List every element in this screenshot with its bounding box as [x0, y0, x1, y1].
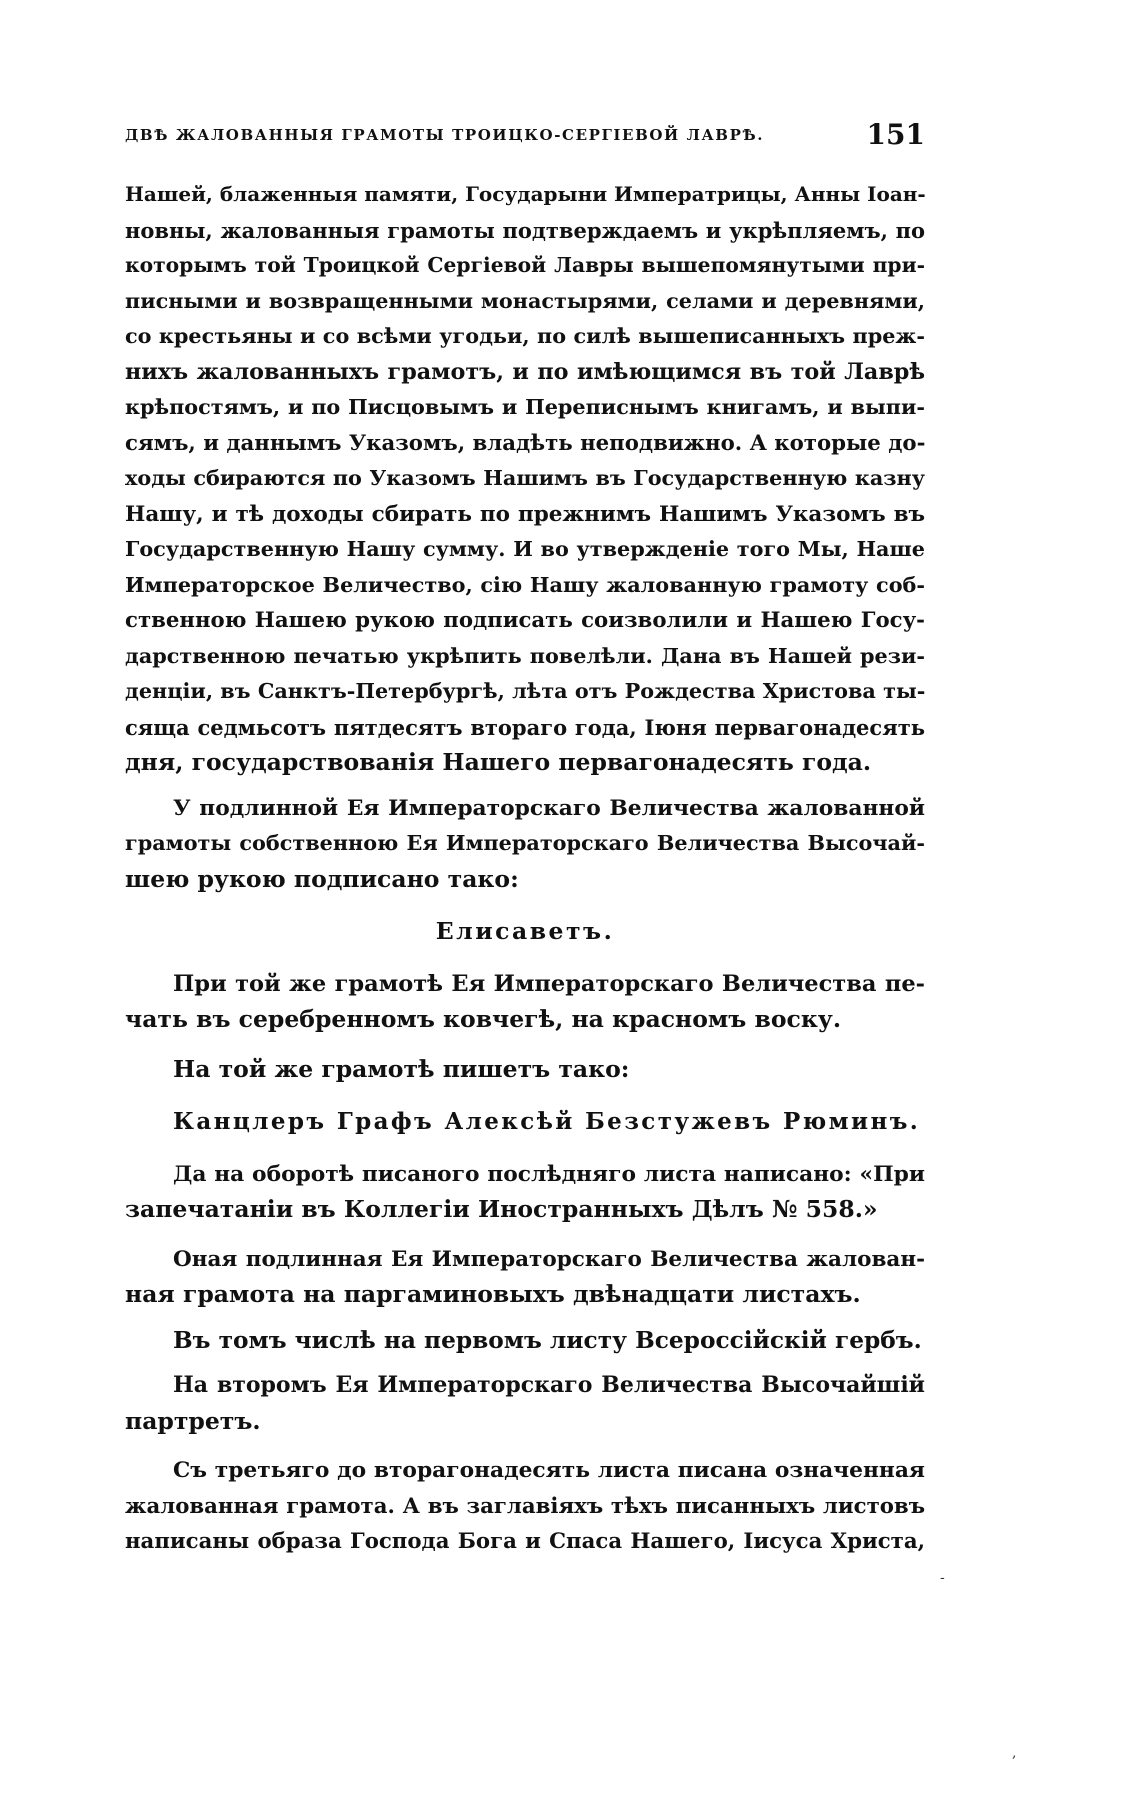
text-line: запечатаніи въ Коллегіи Иностранныхъ Дѣлъ № 558.»: [125, 1195, 878, 1223]
text-line: ходы сбираются по Указомъ Нашимъ въ Государственную казну: [125, 466, 925, 490]
text-line: партретъ.: [125, 1406, 261, 1435]
chancellor-signature: Канцлеръ Графъ Алексѣй Безстужевъ Рюминъ.: [173, 1108, 921, 1135]
text-line: ственною Нашею рукою подписать соизволили и Нашею Госу-: [125, 608, 925, 633]
text-line: шею рукою подписано тако:: [125, 864, 519, 893]
text-line: крѣпостямъ, и по Писцовымъ и Переписнымъ книгамъ, и выпи-: [125, 395, 925, 419]
text-line: нихъ жалованныхъ грамотъ, и по имѣющимся въ той Лаврѣ: [125, 358, 925, 385]
running-title: ДВѢ ЖАЛОВАННЫЯ ГРАМОТЫ ТРОИЦКО-СЕРГІЕВОЙ ЛАВРѢ.: [125, 126, 765, 144]
paragraph-6: [125, 1242, 925, 1313]
text-line: писными и возвращенными монастырями, селами и деревнями,: [125, 288, 925, 313]
text-line: Съ третьяго до вторагонадесять листа писана означенная: [173, 1458, 925, 1483]
paragraph-3: [125, 967, 925, 1038]
text-line: новны, жалованныя грамоты подтверждаемъ и укрѣпляемъ, по: [125, 217, 925, 243]
scan-speck: -: [940, 1570, 945, 1586]
text-line: Оная подлинная Ея Императорскаго Величества жалован-: [173, 1246, 925, 1272]
paragraph-7: Въ томъ числѣ на первомъ листу Всероссійскій гербъ.: [173, 1326, 922, 1354]
text-line: дня, государствованія Нашего первагонадесять года.: [125, 748, 872, 776]
text-line: денціи, въ Санктъ-Петербургѣ, лѣта отъ Рождества Христова ты-: [125, 679, 926, 703]
signature: Елисаветъ.: [435, 917, 615, 945]
paragraph-2: [125, 791, 925, 898]
text-line: Нашу, и тѣ доходы сбирать по прежнимъ Нашимъ Указомъ въ: [125, 501, 925, 527]
text-line: При той же грамотѣ Ея Императорскаго Величества пе-: [173, 970, 925, 997]
text-line: жалованная грамота. А въ заглавіяхъ тѣхъ писанныхъ листовъ: [125, 1493, 925, 1519]
text-line: Нашей, блаженныя памяти, Государыни Императрицы, Анны Іоан-: [125, 182, 926, 206]
text-line: сямъ, и даннымъ Указомъ, владѣть неподвижно. А которые до-: [125, 430, 926, 456]
text-line: сяща седмьсотъ пятдесятъ втораго года, Іюня первагонадесять: [125, 714, 925, 740]
text-line: Государственную Нашу сумму. И во утвержденіе того Мы, Наше: [125, 537, 925, 561]
paragraph-9: [125, 1453, 925, 1560]
paragraph-1: [125, 177, 925, 781]
page-number: 151: [866, 118, 925, 151]
text-line: Императорское Величество, сію Нашу жалованную грамоту соб-: [125, 572, 925, 597]
text-line: чать въ серебренномъ ковчегѣ, на красномъ воску.: [125, 1005, 842, 1033]
running-head: [125, 118, 925, 152]
scan-speck: ,: [1012, 1745, 1017, 1761]
text-line: Да на оборотѣ писаного послѣдняго листа написано: «При: [173, 1161, 925, 1187]
text-line: дарственною печатью укрѣпить повелѣли. Дана въ Нашей рези-: [125, 643, 925, 668]
text-line: На второмъ Ея Императорскаго Величества Высочайшій: [173, 1372, 925, 1398]
text-line: написаны образа Господа Бога и Спаса Нашего, Іисуса Христа,: [125, 1529, 925, 1554]
text-line: со крестьяны и со всѣми угодьи, по силѣ вышеписанныхъ преж-: [125, 324, 925, 348]
text-line: грамоты собственною Ея Императорскаго Величества Высочай-: [125, 831, 925, 855]
text-line: У подлинной Ея Императорскаго Величества жалованной: [173, 795, 925, 821]
paragraph-5: [125, 1157, 925, 1228]
body-text: [125, 177, 925, 1560]
paragraph-4: На той же грамотѣ пишетъ тако:: [173, 1054, 630, 1083]
text-line: ная грамота на паргаминовыхъ двѣнадцати листахъ.: [125, 1280, 861, 1308]
paragraph-8: [125, 1368, 925, 1439]
text-line: которымъ той Троицкой Сергіевой Лавры вышепомянутыми при-: [125, 253, 925, 277]
